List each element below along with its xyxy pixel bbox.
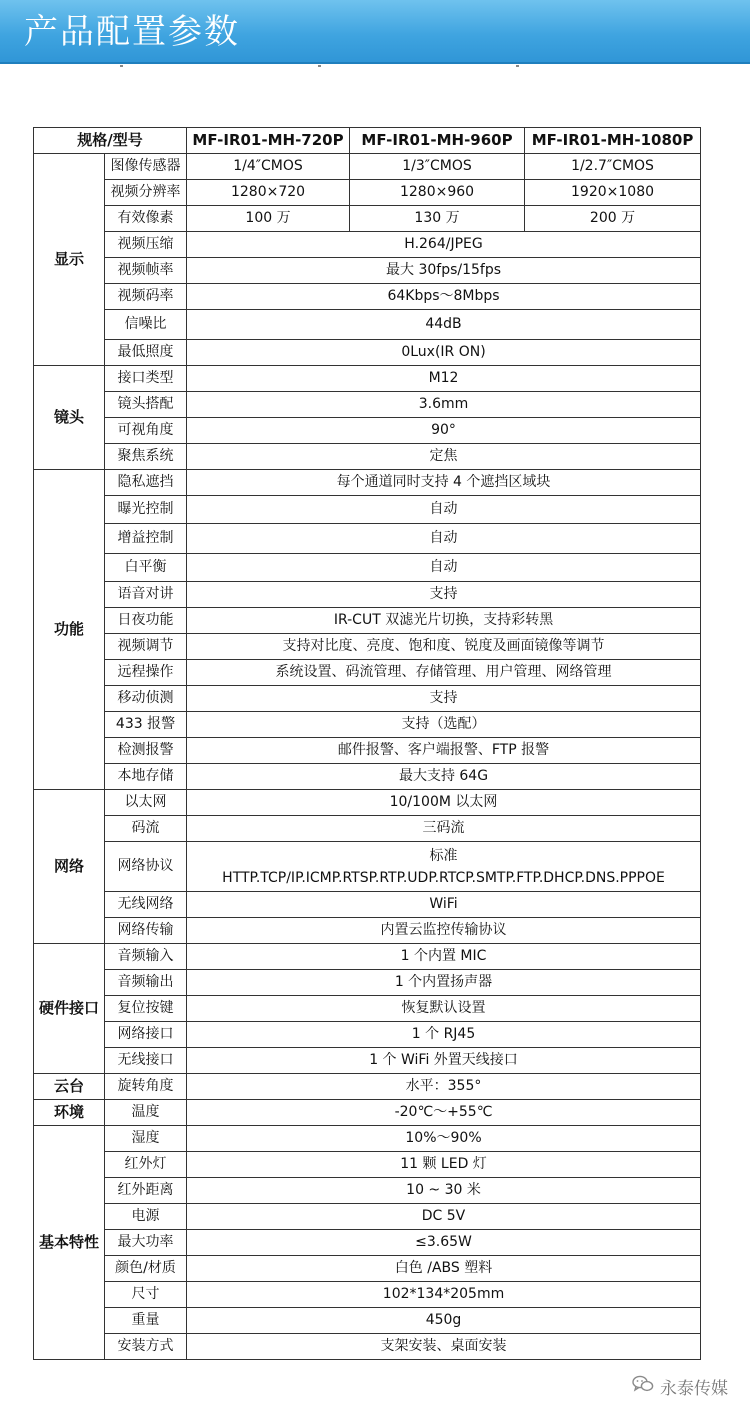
cell-1080p: 1/2.7″CMOS [525,154,701,180]
row-label: 可视角度 [105,418,187,444]
table-row [34,712,701,738]
table-row [34,340,701,366]
header-model-960p: MF-IR01-MH-960P [350,128,525,154]
row-value: M12 [187,366,701,392]
watermark [632,1373,728,1399]
table-row [34,392,701,418]
row-label: 旋转角度 [105,1074,187,1100]
table-row [34,892,701,918]
table-row [34,418,701,444]
table-row [34,1178,701,1204]
row-value: -20℃～+55℃ [187,1100,701,1126]
header-model-720p: MF-IR01-MH-720P [187,128,350,154]
dashed-separator [0,64,750,68]
category-lens: 镜头 [34,366,105,470]
table-row [34,154,701,180]
row-value: 0Lux(IR ON) [187,340,701,366]
table-row [34,1100,701,1126]
title-banner [0,0,750,64]
row-value: 102*134*205mm [187,1282,701,1308]
row-value: H.264/JPEG [187,232,701,258]
row-label: 曝光控制 [105,496,187,524]
category-display: 显示 [34,154,105,366]
table-row [34,496,701,524]
table-row [34,816,701,842]
row-label: 图像传感器 [105,154,187,180]
row-label: 音频输出 [105,970,187,996]
row-label: 颜色/材质 [105,1256,187,1282]
table-row [34,634,701,660]
table-row [34,1022,701,1048]
row-label: 电源 [105,1204,187,1230]
category-ptz: 云台 [34,1074,105,1100]
row-value [187,842,701,892]
row-value: 内置云监控传输协议 [187,918,701,944]
protocol-line-2: HTTP.TCP/IP.ICMP.RTSP.RTP.UDP.RTCP.SMTP.FTP.DHCP.DNS.PPPOE [222,869,665,886]
table-row [34,686,701,712]
row-label: 白平衡 [105,554,187,582]
category-hardware: 硬件接口 [34,944,105,1074]
row-value: 系统设置、码流管理、存储管理、用户管理、网络管理 [187,660,701,686]
table-row [34,1204,701,1230]
row-label: 视频压缩 [105,232,187,258]
table-row [34,258,701,284]
row-label: 远程操作 [105,660,187,686]
row-label: 镜头搭配 [105,392,187,418]
row-value: 11 颗 LED 灯 [187,1152,701,1178]
cell-960p: 1/3″CMOS [350,154,525,180]
row-value: 10%～90% [187,1126,701,1152]
row-value: 1 个 RJ45 [187,1022,701,1048]
table-row [34,764,701,790]
table-row [34,310,701,340]
table-row [34,738,701,764]
table-row [34,1230,701,1256]
row-value: 450g [187,1308,701,1334]
row-label: 红外距离 [105,1178,187,1204]
row-value: 支持对比度、亮度、饱和度、锐度及画面镜像等调节 [187,634,701,660]
row-label: 网络协议 [105,842,187,892]
header-model-1080p: MF-IR01-MH-1080P [525,128,701,154]
table-row [34,1334,701,1360]
row-label: 移动侦测 [105,686,187,712]
category-network: 网络 [34,790,105,944]
table-row [34,1048,701,1074]
row-value: 支持 [187,686,701,712]
table-row [34,1152,701,1178]
cell-720p: 1280×720 [187,180,350,206]
cell-960p: 1280×960 [350,180,525,206]
table-row [34,918,701,944]
row-label: 有效像素 [105,206,187,232]
row-label: 本地存储 [105,764,187,790]
row-value: 自动 [187,524,701,554]
row-label: 复位按键 [105,996,187,1022]
row-label: 以太网 [105,790,187,816]
row-label: 安装方式 [105,1334,187,1360]
row-label: 增益控制 [105,524,187,554]
row-label: 日夜功能 [105,608,187,634]
table-row [34,444,701,470]
row-label: 网络传输 [105,918,187,944]
row-value: 最大 30fps/15fps [187,258,701,284]
row-label: 红外灯 [105,1152,187,1178]
row-value: 水平：355° [187,1074,701,1100]
cell-720p: 1/4″CMOS [187,154,350,180]
table-header-row [34,128,701,154]
row-value: 3.6mm [187,392,701,418]
row-value: 1 个内置 MIC [187,944,701,970]
row-value: 自动 [187,554,701,582]
table-row [34,1308,701,1334]
cell-720p: 100 万 [187,206,350,232]
row-value: 支架安装、桌面安装 [187,1334,701,1360]
table-row [34,206,701,232]
row-label: 无线接口 [105,1048,187,1074]
row-value: 三码流 [187,816,701,842]
row-value: 最大支持 64G [187,764,701,790]
row-label: 网络接口 [105,1022,187,1048]
table-row [34,180,701,206]
table-row [34,996,701,1022]
table-row [34,608,701,634]
protocol-line-1: 标准 [429,847,458,864]
row-value: DC 5V [187,1204,701,1230]
spec-table [33,127,701,1360]
category-basic: 基本特性 [34,1126,105,1360]
row-value: 恢复默认设置 [187,996,701,1022]
row-label: 视频调节 [105,634,187,660]
row-value: 自动 [187,496,701,524]
row-label: 隐私遮挡 [105,470,187,496]
row-label: 温度 [105,1100,187,1126]
row-label: 音频输入 [105,944,187,970]
row-value: 64Kbps～8Mbps [187,284,701,310]
row-value: 白色 /ABS 塑料 [187,1256,701,1282]
table-row [34,970,701,996]
table-row [34,554,701,582]
row-label: 视频码率 [105,284,187,310]
row-value: 支持（选配） [187,712,701,738]
watermark-text: 永泰传媒 [660,1378,728,1399]
row-label: 最低照度 [105,340,187,366]
row-value: 10 ~ 30 米 [187,1178,701,1204]
table-row [34,232,701,258]
row-label: 尺寸 [105,1282,187,1308]
table-row [34,582,701,608]
table-row [34,790,701,816]
row-label: 聚焦系统 [105,444,187,470]
row-label: 视频分辨率 [105,180,187,206]
table-row [34,1074,701,1100]
category-environment: 环境 [34,1100,105,1126]
row-value: 支持 [187,582,701,608]
row-label: 433 报警 [105,712,187,738]
table-row [34,1256,701,1282]
row-label: 最大功率 [105,1230,187,1256]
table-row [34,1126,701,1152]
row-label: 信噪比 [105,310,187,340]
cell-960p: 130 万 [350,206,525,232]
row-label: 无线网络 [105,892,187,918]
row-value: 1 个 WiFi 外置天线接口 [187,1048,701,1074]
row-value: 1 个内置扬声器 [187,970,701,996]
row-label: 语音对讲 [105,582,187,608]
table-row [34,944,701,970]
table-row [34,470,701,496]
row-value: 每个通道同时支持 4 个遮挡区域块 [187,470,701,496]
row-value: 邮件报警、客户端报警、FTP 报警 [187,738,701,764]
row-label: 检测报警 [105,738,187,764]
row-label: 重量 [105,1308,187,1334]
cell-1080p: 200 万 [525,206,701,232]
table-row [34,1282,701,1308]
row-value: 10/100M 以太网 [187,790,701,816]
row-value: 90° [187,418,701,444]
table-row [34,284,701,310]
row-value: 定焦 [187,444,701,470]
row-label: 码流 [105,816,187,842]
row-value: WiFi [187,892,701,918]
cell-1080p: 1920×1080 [525,180,701,206]
row-label: 接口类型 [105,366,187,392]
category-functions: 功能 [34,470,105,790]
header-spec-model: 规格/型号 [34,128,187,154]
row-value: 44dB [187,310,701,340]
table-row [34,366,701,392]
page-title: 产品配置参数 [24,12,240,52]
row-value: IR-CUT 双滤光片切换，支持彩转黑 [187,608,701,634]
table-row [34,524,701,554]
table-row [34,842,701,892]
table-row [34,660,701,686]
row-label: 视频帧率 [105,258,187,284]
wechat-icon [632,1375,654,1398]
row-label: 湿度 [105,1126,187,1152]
row-value: ≤3.65W [187,1230,701,1256]
